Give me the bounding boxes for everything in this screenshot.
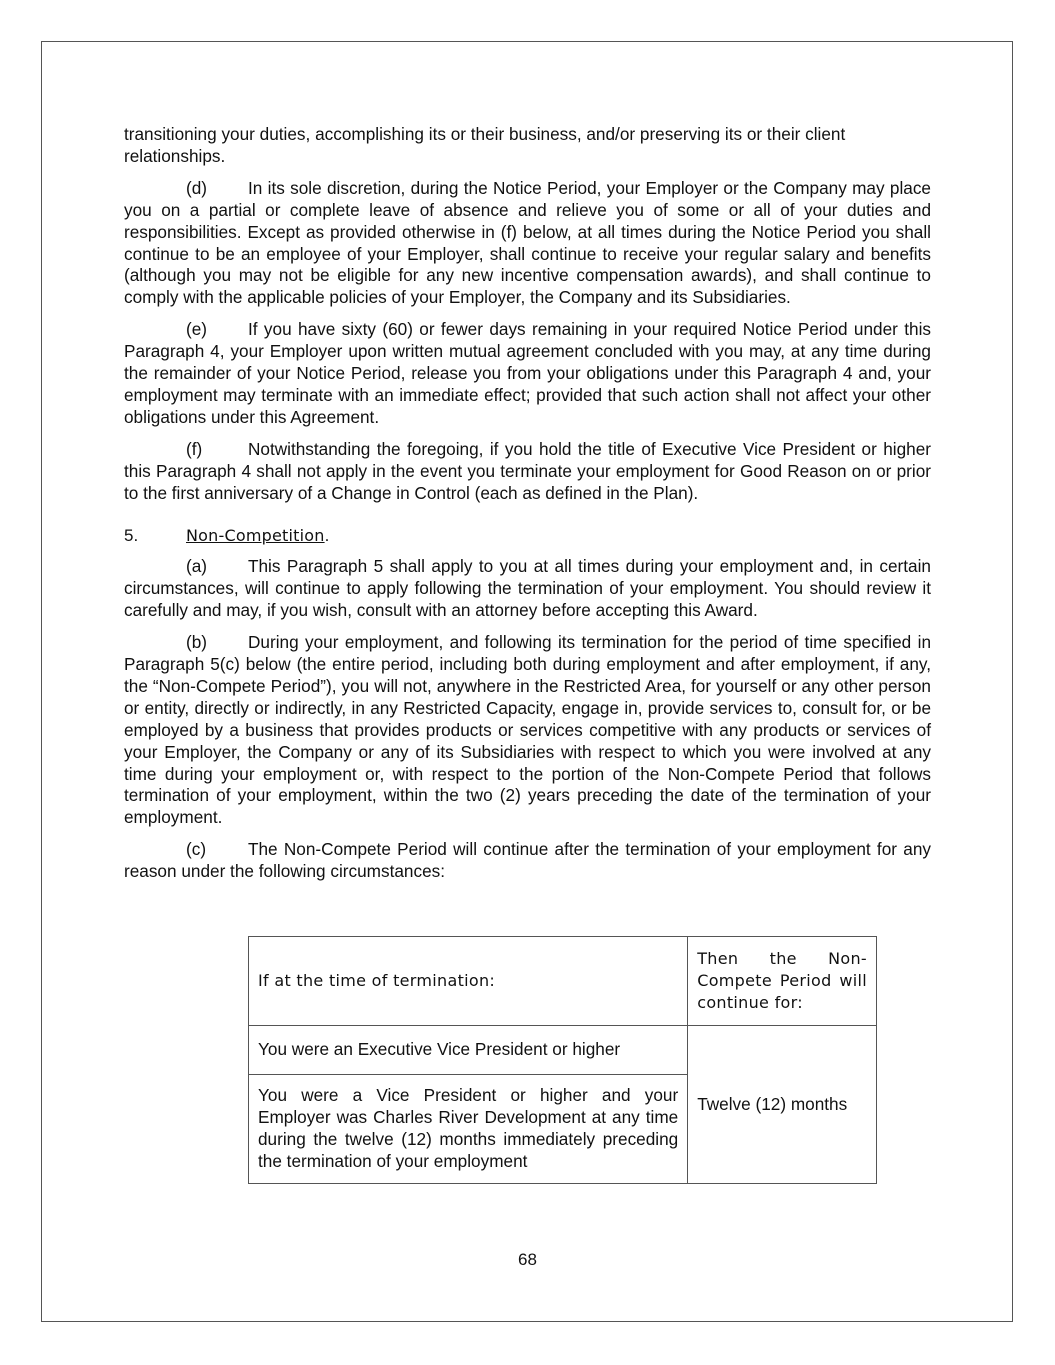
intro-paragraph <box>124 124 931 168</box>
table-header-condition: If at the time of termination: <box>249 937 688 1026</box>
paragraph-4e-label: (e) <box>186 319 208 340</box>
paragraph-4f <box>124 439 931 505</box>
paragraph-4e-text: If you have sixty (60) or fewer days remaining in your required Notice Period under this Paragraph 4, your Employer upon written mutual agreement concluded with you may, at any time during the remainder of your Notice Period, release you from your obligations under this Paragraph 4 and, your employment may terminate with an immediate effect; provided that such action shall not affect your other obligations under this Agreement. <box>124 319 931 427</box>
paragraph-5c <box>124 839 931 883</box>
intro-text: transitioning your duties, accomplishing its or their business, and/or preserving its or their client relationships. <box>124 124 846 166</box>
paragraph-5b-label: (b) <box>186 632 208 653</box>
paragraph-5a-label: (a) <box>186 556 208 577</box>
table-row <box>249 1026 877 1075</box>
paragraph-4f-text: Notwithstanding the foregoing, if you hold the title of Executive Vice President or higher this Paragraph 4 shall not apply in the event you terminate your employment for Good Reason on or prior to the first anniversary of a Change in Control (each as defined in the Plan). <box>124 438 931 503</box>
section-5-title: Non-Competition <box>186 525 325 545</box>
paragraph-5a-text: This Paragraph 5 shall apply to you at all times during your employment and, in certain circumstances, will continue to apply following the termination of your employment. You should review it carefully and may, if you wish, consult with an attorney before accepting this Award. <box>124 556 931 621</box>
section-5-heading <box>124 525 931 547</box>
document-body <box>124 124 931 893</box>
section-5-number: 5. <box>124 525 139 545</box>
paragraph-4d-text: In its sole discretion, during the Notice Period, your Employer or the Company may place you on a partial or complete leave of absence and relieve you of some or all of your duties and responsibilities. Except as provided otherwise in (f) below, at all times during the Notice Period you shall continue to be an employee of your Employer, shall continue to receive your regular salary and benefits (although you may not be eligible for any new incentive compensation awards), and shall continue to comply with the applicable policies of your Employer, the Company and its Subsidiaries. <box>124 177 931 308</box>
paragraph-4d <box>124 178 931 309</box>
table-header-row <box>249 937 877 1026</box>
non-compete-period-table <box>248 936 877 1184</box>
paragraph-5c-text: The Non-Compete Period will continue after the termination of your employment for any reason under the following circumstances: <box>124 839 931 882</box>
paragraph-5c-label: (c) <box>186 839 207 860</box>
table-cell-duration: Twelve (12) months <box>688 1026 877 1184</box>
section-5-title-period: . <box>324 525 330 545</box>
paragraph-4d-label: (d) <box>186 177 208 198</box>
page-number: 68 <box>518 1250 537 1269</box>
paragraph-5a <box>124 556 931 622</box>
table-cell-vp-condition: You were a Vice President or higher and your Employer was Charles River Development at any time during the twelve (12) months immediately preceding the termination of your employment <box>249 1075 688 1184</box>
paragraph-5b <box>124 632 931 829</box>
table-cell-evp-condition: You were an Executive Vice President or higher <box>249 1026 688 1075</box>
table-header-duration: Then the Non-Compete Period will continue for: <box>688 937 877 1026</box>
paragraph-5b-text: During your employment, and following its termination for the period of time specified in Paragraph 5(c) below (the entire period, including both during employment and after employment, if any, the “Non-Compete Period”), you will not, anywhere in the Restricted Area, for yourself or any other person or entity, directly or indirectly, in any Restricted Capacity, engage in, provide services to, consult for, or be employed by a business that provides products or services competitive with any products or services of your Employer, the Company or any of its Subsidiaries with respect to which you were involved at any time during your employment or, with respect to the portion of the Non-Compete Period that follows termination of your employment, within the two (2) years preceding the date of the termination of your employment. <box>124 632 931 828</box>
paragraph-4f-label: (f) <box>186 438 203 459</box>
paragraph-4e <box>124 319 931 429</box>
